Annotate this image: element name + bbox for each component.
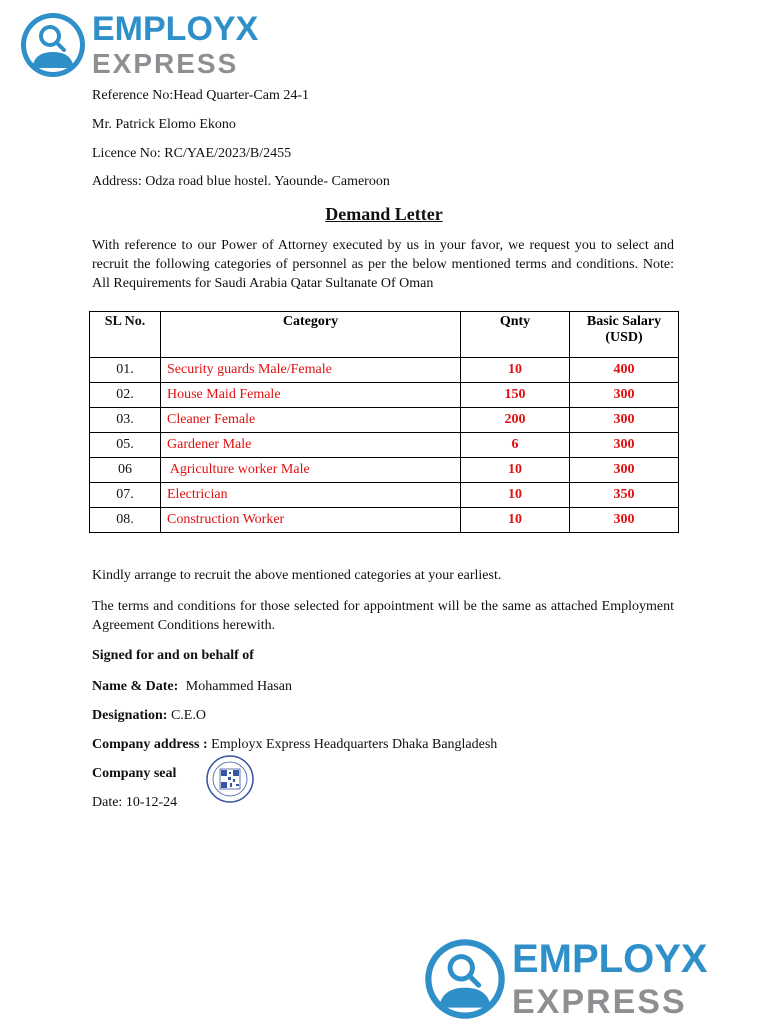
table-row <box>90 458 679 483</box>
cell-category: Agriculture worker Male <box>161 458 461 483</box>
header-basic-salary: Basic Salary (USD) <box>570 312 679 358</box>
reference-number: Reference No:Head Quarter-Cam 24-1 <box>92 88 310 103</box>
cell-sl: 05. <box>90 433 161 458</box>
company-address-value: Employx Express Headquarters Dhaka Bangladesh <box>211 737 498 752</box>
name-date-line <box>92 679 292 695</box>
cell-category: Construction Worker <box>161 508 461 533</box>
table-row <box>90 358 679 383</box>
cell-category: Cleaner Female <box>161 408 461 433</box>
cell-salary: 400 <box>570 358 679 383</box>
magnifier-person-icon <box>20 12 86 78</box>
name-date-label: Name & Date: <box>92 679 179 694</box>
seal-qr-icon <box>206 755 254 803</box>
company-address-label: Company address : <box>92 737 208 752</box>
cell-qty: 150 <box>461 383 570 408</box>
table-row <box>90 483 679 508</box>
cell-salary: 300 <box>570 458 679 483</box>
cell-salary: 300 <box>570 408 679 433</box>
signature-date: Date: 10-12-24 <box>92 795 178 810</box>
table-row <box>90 408 679 433</box>
table-row <box>90 433 679 458</box>
terms-paragraph: The terms and conditions for those selected for appointment will be the same as attached Employment Agreement Conditions herewith. <box>92 599 674 633</box>
logo-top <box>20 12 258 78</box>
logo-line-1: EMPLOYX <box>92 10 259 48</box>
cell-sl: 07. <box>90 483 161 508</box>
cell-category: Electrician <box>161 483 461 508</box>
company-seal-stamp <box>206 755 254 808</box>
name-value: Mohammed Hasan <box>185 679 292 694</box>
cell-sl: 01. <box>90 358 161 383</box>
table-header-row <box>90 312 679 358</box>
cell-sl: 03. <box>90 408 161 433</box>
cell-category: Security guards Male/Female <box>161 358 461 383</box>
logo-line-2: EXPRESS <box>512 983 687 1021</box>
cell-qty: 10 <box>461 508 570 533</box>
cell-qty: 6 <box>461 433 570 458</box>
arrange-paragraph: Kindly arrange to recruit the above mentioned categories at your earliest. <box>92 568 502 583</box>
licence-number: Licence No: RC/YAE/2023/B/2455 <box>92 146 292 161</box>
table-row <box>90 383 679 408</box>
cell-salary: 300 <box>570 508 679 533</box>
cell-salary: 300 <box>570 433 679 458</box>
designation-label: Designation: <box>92 708 168 723</box>
logo-bottom <box>424 938 708 1020</box>
cell-sl: 06 <box>90 458 161 483</box>
cell-qty: 10 <box>461 358 570 383</box>
intro-paragraph: With reference to our Power of Attorney executed by us in your favor, we request you to select and recruit the following categories of personnel as per the below mentioned terms and conditions. Note: All Requirements for Saudi Arabia Qatar Sultanate Of Oman <box>92 238 674 291</box>
cell-salary: 350 <box>570 483 679 508</box>
table-row <box>90 508 679 533</box>
logo-line-1: EMPLOYX <box>512 937 708 981</box>
header-category: Category <box>161 312 461 358</box>
logo-line-2: EXPRESS <box>92 48 239 79</box>
recipient-address: Address: Odza road blue hostel. Yaounde- Cameroon <box>92 174 390 189</box>
designation-value: C.E.O <box>170 708 206 723</box>
cell-sl: 02. <box>90 383 161 408</box>
magnifier-person-icon <box>424 938 506 1020</box>
cell-qty: 200 <box>461 408 570 433</box>
document-title: Demand Letter <box>325 204 443 224</box>
signed-for-label: Signed for and on behalf of <box>92 648 254 663</box>
cell-qty: 10 <box>461 458 570 483</box>
cell-sl: 08. <box>90 508 161 533</box>
cell-category: House Maid Female <box>161 383 461 408</box>
recipient-name: Mr. Patrick Elomo Ekono <box>92 117 236 132</box>
cell-qty: 10 <box>461 483 570 508</box>
header-sl-no: SL No. <box>90 312 161 358</box>
header-qnty: Qnty <box>461 312 570 358</box>
cell-salary: 300 <box>570 383 679 408</box>
cell-category: Gardener Male <box>161 433 461 458</box>
designation-line <box>92 708 206 724</box>
company-seal-label: Company seal <box>92 766 177 781</box>
requirements-table <box>89 311 679 533</box>
company-address-line <box>92 737 497 753</box>
